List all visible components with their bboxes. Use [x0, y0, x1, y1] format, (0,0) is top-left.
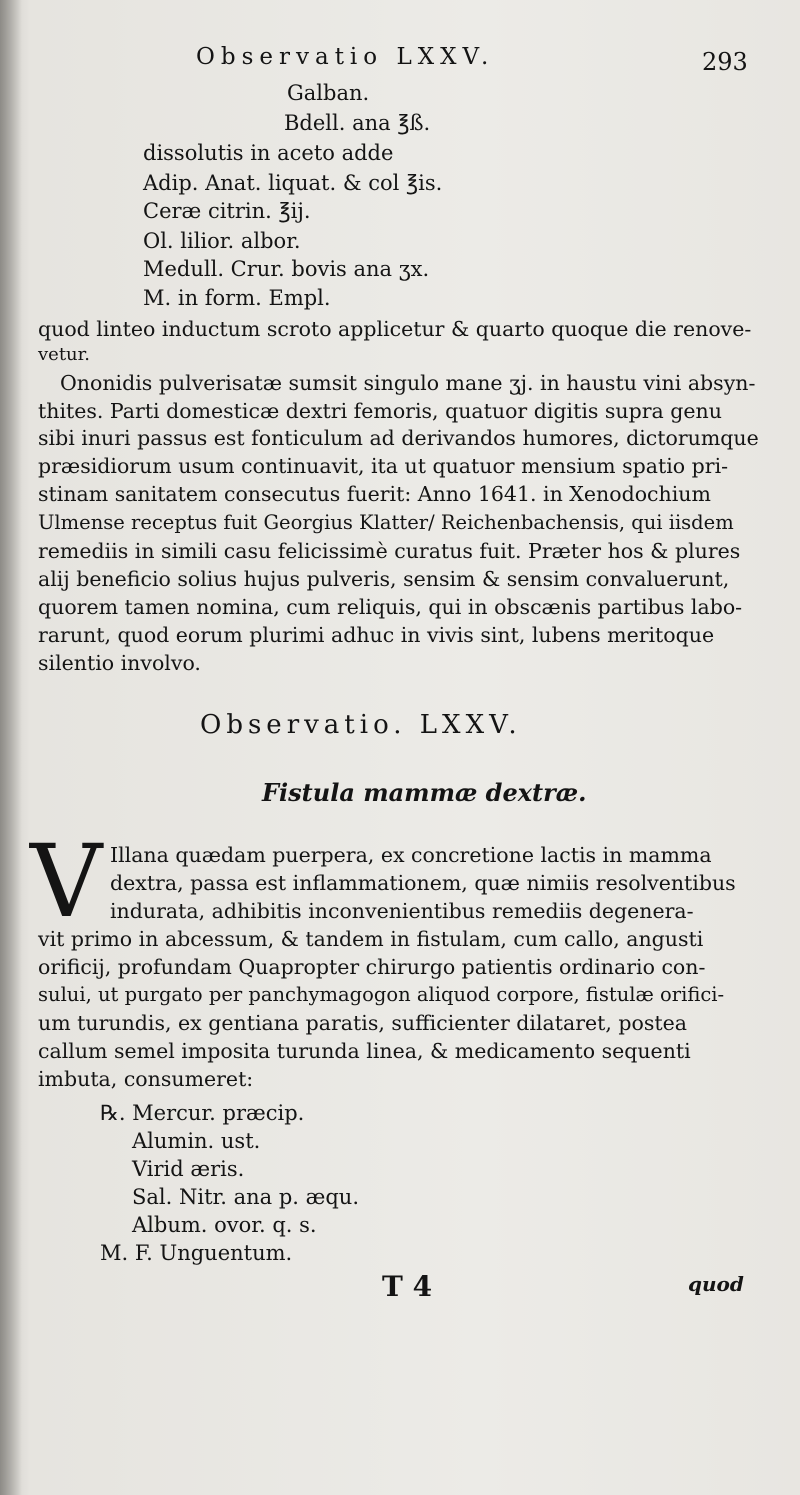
text-line: præsidiorum usum continuavit, ita ut quatuor mensium spatio pri- [38, 454, 729, 478]
recipe-line: M. F. Unguentum. [100, 1241, 293, 1265]
recipe-line: Ol. lilior. albor. [143, 229, 301, 253]
text-line: alij beneficio solius hujus pulveris, sensim & sensim convaluerunt, [38, 567, 730, 591]
text-line: stinam sanitatem consecutus fuerit: Anno 1641. in Xenodochium [38, 482, 711, 506]
recipe-line: dissolutis in aceto adde [143, 141, 394, 165]
section-title: Observatio. LXXV. [200, 710, 522, 740]
text-line: callum semel imposita turunda linea, & medicamento sequenti [38, 1039, 691, 1063]
text-line: vit primo in abcessum, & tandem in fistulam, cum callo, angusti [38, 927, 704, 951]
recipe-line: Galban. [287, 81, 370, 105]
recipe-line: Album. ovor. q. s. [132, 1213, 317, 1237]
binding-shadow [0, 0, 22, 1495]
drop-cap: V [30, 823, 103, 940]
recipe-line: Alumin. ust. [132, 1129, 261, 1153]
recipe-line: Ceræ citrin. ℥ij. [143, 199, 311, 223]
text-line: silentio involvo. [38, 651, 201, 675]
text-line: indurata, adhibitis inconvenientibus remediis degenera- [110, 899, 694, 923]
text-line: Illana quædam puerpera, ex concretione lactis in mamma [110, 843, 712, 867]
text-line: dextra, passa est inflammationem, quæ nimiis resolventibus [110, 871, 736, 895]
recipe-line: Virid æris. [132, 1157, 245, 1181]
text-line: sului, ut purgato per panchymagogon aliquod corpore, fistulæ orifici- [38, 983, 725, 1006]
page-number: 293 [702, 48, 748, 76]
recipe-line: M. in form. Empl. [143, 286, 331, 310]
signature-mark: T 4 [382, 1270, 433, 1303]
catchword: quod [688, 1272, 744, 1296]
text-line: vetur. [38, 344, 90, 365]
recipe-line: Medull. Crur. bovis ana ʒx. [143, 257, 430, 281]
text-line: rarunt, quod eorum plurimi adhuc in vivis sint, lubens meritoque [38, 623, 715, 647]
recipe-line: Sal. Nitr. ana p. æqu. [132, 1185, 360, 1209]
text-line: orificij, profundam Quapropter chirurgo patientis ordinario con- [38, 955, 706, 979]
text-line: quorem tamen nomina, cum reliquis, qui in obscænis partibus labo- [38, 595, 743, 619]
text-line: imbuta, consumeret: [38, 1067, 254, 1091]
text-line: quod linteo inductum scroto applicetur & quarto quoque die renove- [38, 317, 752, 341]
recipe-line: ℞. Mercur. præcip. [100, 1101, 305, 1125]
text-line: thites. Parti domesticæ dextri femoris, quatuor digitis supra genu [38, 399, 722, 423]
section-subtitle: Fistula mammæ dextræ. [262, 778, 587, 807]
running-title: Observatio LXXV. [196, 44, 495, 70]
text-line: Ononidis pulverisatæ sumsit singulo mane ʒj. in haustu vini absyn- [60, 371, 756, 395]
recipe-line: Bdell. ana ℥ß. [284, 111, 431, 135]
text-line: um turundis, ex gentiana paratis, sufficienter dilataret, postea [38, 1011, 687, 1035]
text-line: sibi inuri passus est fonticulum ad derivandos humores, dictorumque [38, 426, 759, 450]
recipe-line: Adip. Anat. liquat. & col ℥is. [143, 171, 443, 195]
text-line: remediis in simili casu felicissimè curatus fuit. Præter hos & plures [38, 539, 741, 563]
text-line: Ulmense receptus fuit Georgius Klatter/ Reichenbachensis, qui iisdem [38, 511, 734, 534]
